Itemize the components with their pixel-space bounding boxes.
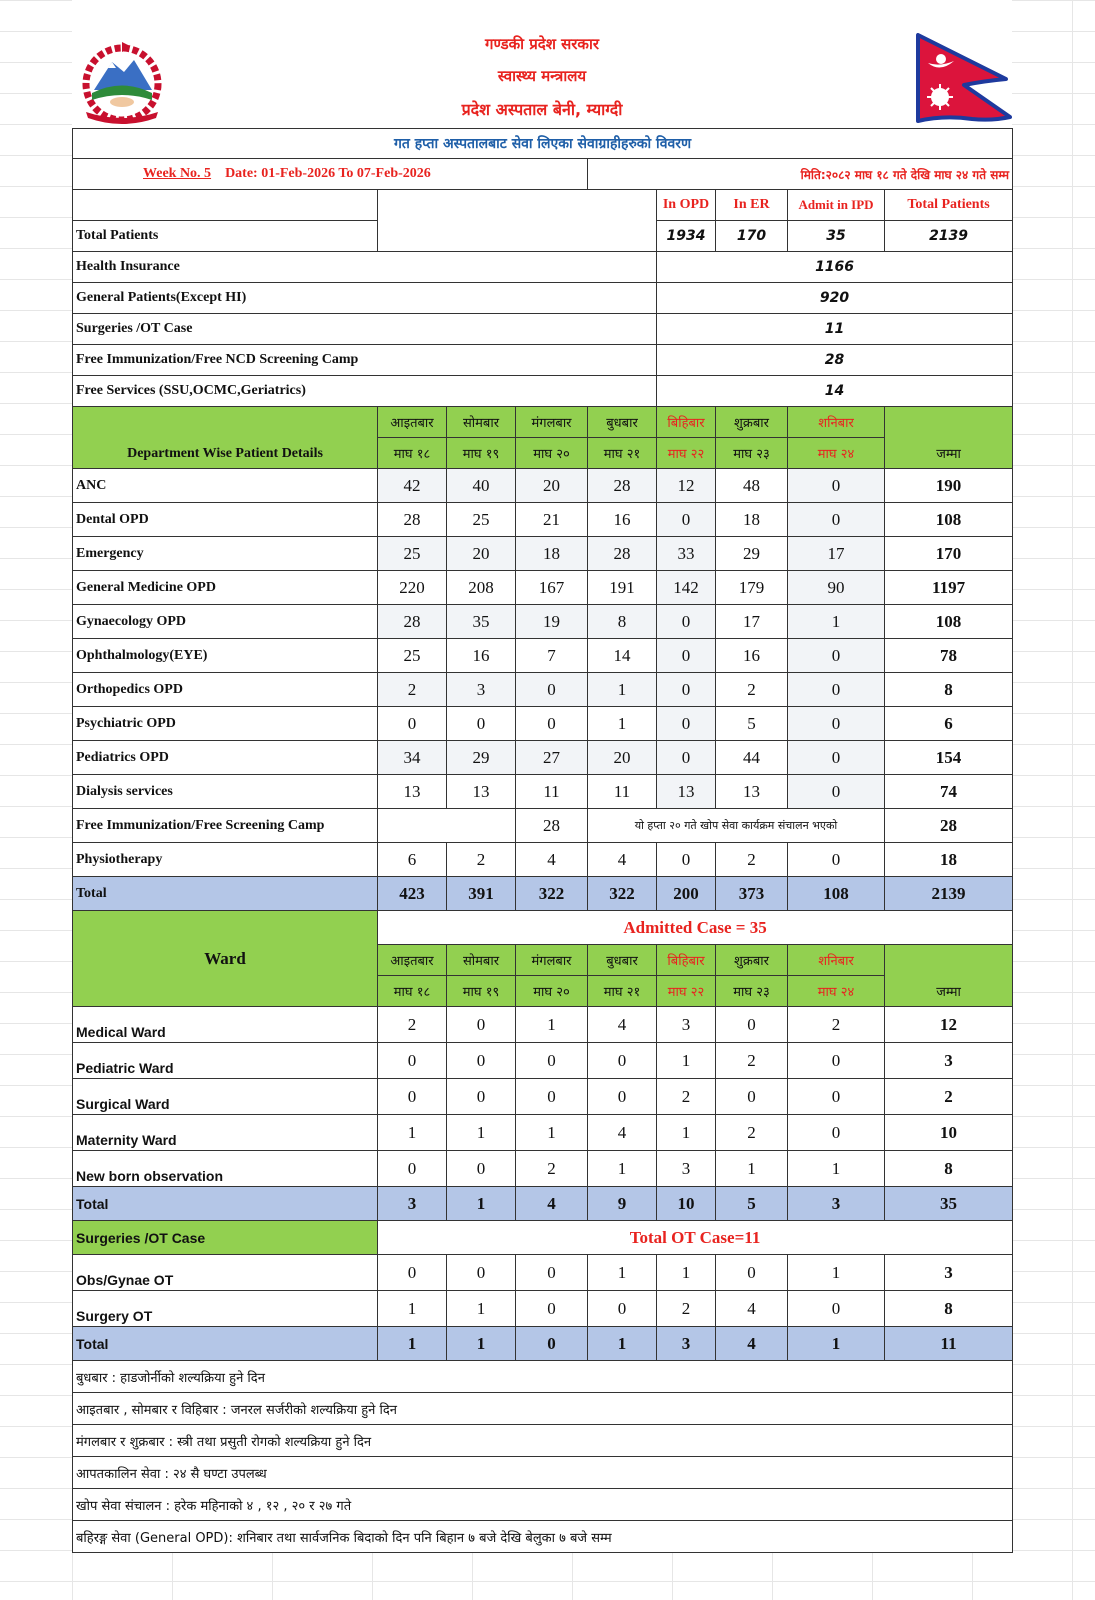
department-row-label: Pediatrics OPD xyxy=(73,741,378,775)
date-header: माघ २० xyxy=(516,438,588,469)
department-row-total: 170 xyxy=(885,537,1013,571)
report-header xyxy=(72,0,1012,128)
department-row xyxy=(73,537,1013,571)
date-header: माघ १९ xyxy=(447,976,516,1007)
department-cell: 28 xyxy=(588,469,657,503)
department-cell: 11 xyxy=(588,775,657,809)
summary-row-value: 28 xyxy=(657,345,1013,376)
note-row xyxy=(73,1425,1013,1457)
department-row-label: Total xyxy=(73,877,378,911)
department-row-label: Gynaecology OPD xyxy=(73,605,378,639)
ward-cell: 0 xyxy=(378,1151,447,1187)
department-cell: 25 xyxy=(447,503,516,537)
summary-row-label: Free Services (SSU,OCMC,Geriatrics) xyxy=(73,376,657,407)
date-range: Date: 01-Feb-2026 To 07-Feb-2026 xyxy=(225,166,431,181)
department-cell: 25 xyxy=(378,537,447,571)
physiotherapy-cell: 6 xyxy=(378,843,447,877)
physiotherapy-cell: 4 xyxy=(588,843,657,877)
department-cell: 12 xyxy=(657,469,716,503)
ot-title: Surgeries /OT Case xyxy=(73,1221,378,1255)
ward-cell: 1 xyxy=(788,1151,885,1187)
summary-header-spacer xyxy=(378,190,516,221)
department-cell: 5 xyxy=(716,707,788,741)
ward-cell: 2 xyxy=(378,1007,447,1043)
department-row-label: ANC xyxy=(73,469,378,503)
note-text: आपतकालिन सेवा : २४ सै घण्टा उपलब्ध xyxy=(73,1457,1013,1489)
physiotherapy-row-label: Physiotherapy xyxy=(73,843,378,877)
ward-cell: 1 xyxy=(447,1187,516,1221)
date-header-holiday: माघ २४ xyxy=(788,438,885,469)
ward-cell: 9 xyxy=(588,1187,657,1221)
ward-cell: 0 xyxy=(516,1043,588,1079)
department-cell: 17 xyxy=(716,605,788,639)
department-cell: 29 xyxy=(716,537,788,571)
hospital-title: प्रदेश अस्पताल बेनी, म्याग्दी xyxy=(461,100,623,119)
department-cell: 0 xyxy=(657,707,716,741)
department-row-label: Ophthalmology(EYE) xyxy=(73,639,378,673)
department-cell: 191 xyxy=(588,571,657,605)
ward-cell: 0 xyxy=(788,1043,885,1079)
ward-row xyxy=(73,1007,1013,1043)
ward-cell: 1 xyxy=(447,1115,516,1151)
ot-cell: 0 xyxy=(447,1255,516,1291)
ward-cell: 1 xyxy=(588,1151,657,1187)
ward-row-label: Maternity Ward xyxy=(73,1115,378,1151)
day-header: सोमबार xyxy=(447,945,516,976)
camp-total: 28 xyxy=(885,809,1013,843)
ward-cell: 2 xyxy=(516,1151,588,1187)
department-cell: 0 xyxy=(788,673,885,707)
camp-label: Free Immunization/Free Screening Camp xyxy=(73,809,378,843)
department-cell: 391 xyxy=(447,877,516,911)
department-cell: 48 xyxy=(716,469,788,503)
ot-cell: 1 xyxy=(447,1291,516,1327)
nepal-flag-icon xyxy=(914,33,1014,123)
ward-row-label: Pediatric Ward xyxy=(73,1043,378,1079)
note-text: खोप सेवा संचालन : हरेक महिनाको ४ , १२ , २० र २७ गते xyxy=(73,1489,1013,1521)
ministry-title: स्वास्थ्य मन्त्रालय xyxy=(497,67,587,85)
department-cell: 200 xyxy=(657,877,716,911)
department-cell: 3 xyxy=(447,673,516,707)
ward-cell: 4 xyxy=(516,1187,588,1221)
department-cell: 17 xyxy=(788,537,885,571)
department-row-total: 78 xyxy=(885,639,1013,673)
department-row xyxy=(73,503,1013,537)
department-row xyxy=(73,571,1013,605)
ward-cell: 3 xyxy=(657,1007,716,1043)
note-row xyxy=(73,1361,1013,1393)
ot-cell: 0 xyxy=(516,1291,588,1327)
summary-row-label: Free Immunization/Free NCD Screening Camp xyxy=(73,345,657,376)
department-row-total: 154 xyxy=(885,741,1013,775)
ward-cell: 0 xyxy=(447,1043,516,1079)
ward-cell: 1 xyxy=(657,1115,716,1151)
physiotherapy-cell: 2 xyxy=(447,843,516,877)
day-header: बुधबार xyxy=(588,407,657,438)
department-cell: 208 xyxy=(447,571,516,605)
note-row xyxy=(73,1393,1013,1425)
department-cell: 322 xyxy=(588,877,657,911)
day-header: शुक्रबार xyxy=(716,407,788,438)
ward-row-total: 8 xyxy=(885,1151,1013,1187)
department-cell: 142 xyxy=(657,571,716,605)
ot-cell: 1 xyxy=(378,1291,447,1327)
ward-cell: 3 xyxy=(657,1151,716,1187)
day-header: मंगलबार xyxy=(516,945,588,976)
day-header: शुक्रबार xyxy=(716,945,788,976)
department-cell: 20 xyxy=(516,469,588,503)
physiotherapy-cell: 0 xyxy=(788,843,885,877)
date-header: माघ २३ xyxy=(716,976,788,1007)
department-cell: 0 xyxy=(788,639,885,673)
note-text: आइतबार , सोमबार र विहिबार : जनरल सर्जरीको शल्यक्रिया हुने दिन xyxy=(73,1393,1013,1425)
department-cell: 0 xyxy=(788,503,885,537)
physiotherapy-cell: 2 xyxy=(716,843,788,877)
department-cell: 21 xyxy=(516,503,588,537)
department-cell: 28 xyxy=(378,605,447,639)
department-cell: 13 xyxy=(716,775,788,809)
department-row xyxy=(73,775,1013,809)
note-row xyxy=(73,1489,1013,1521)
date-header: माघ १९ xyxy=(447,438,516,469)
date-header: माघ २३ xyxy=(716,438,788,469)
day-header-holiday: शनिबार xyxy=(788,945,885,976)
ot-cell: 1 xyxy=(447,1327,516,1361)
day-header: मंगलबार xyxy=(516,407,588,438)
department-cell: 0 xyxy=(657,639,716,673)
day-header: बुधबार xyxy=(588,945,657,976)
summary-header-blank xyxy=(73,190,378,221)
ward-cell: 1 xyxy=(657,1043,716,1079)
department-cell: 423 xyxy=(378,877,447,911)
ward-cell: 0 xyxy=(447,1007,516,1043)
day-header-holiday: बिहिबार xyxy=(657,407,716,438)
ward-cell: 2 xyxy=(788,1007,885,1043)
ot-total-label: Total OT Case=11 xyxy=(378,1221,1013,1255)
department-cell: 322 xyxy=(516,877,588,911)
department-row xyxy=(73,469,1013,503)
ot-cell: 2 xyxy=(657,1291,716,1327)
department-cell: 1 xyxy=(788,605,885,639)
ward-row xyxy=(73,1079,1013,1115)
ot-cell: 0 xyxy=(716,1255,788,1291)
department-cell: 33 xyxy=(657,537,716,571)
department-cell: 20 xyxy=(588,741,657,775)
ward-cell: 3 xyxy=(378,1187,447,1221)
department-cell: 28 xyxy=(378,503,447,537)
ward-cell: 0 xyxy=(378,1079,447,1115)
ot-row-total: 3 xyxy=(885,1255,1013,1291)
ot-cell: 1 xyxy=(588,1255,657,1291)
summary-row-label: General Patients(Except HI) xyxy=(73,283,657,314)
date-header: माघ २० xyxy=(516,976,588,1007)
department-cell: 14 xyxy=(588,639,657,673)
department-cell: 40 xyxy=(447,469,516,503)
department-cell: 0 xyxy=(516,673,588,707)
department-cell: 25 xyxy=(378,639,447,673)
day-header: सोमबार xyxy=(447,407,516,438)
department-cell: 29 xyxy=(447,741,516,775)
department-cell: 18 xyxy=(516,537,588,571)
department-cell: 13 xyxy=(378,775,447,809)
ward-row xyxy=(73,1115,1013,1151)
department-cell: 16 xyxy=(716,639,788,673)
department-cell: 0 xyxy=(378,707,447,741)
summary-row-value: 14 xyxy=(657,376,1013,407)
total-patients-label: Total Patients xyxy=(73,221,378,252)
department-cell: 2 xyxy=(378,673,447,707)
ot-cell: 1 xyxy=(657,1255,716,1291)
total-opd-value: 1934 xyxy=(657,221,716,252)
department-cell: 35 xyxy=(447,605,516,639)
ward-cell: 0 xyxy=(788,1115,885,1151)
department-row-total: 2139 xyxy=(885,877,1013,911)
ward-title: Ward xyxy=(73,911,378,1007)
ward-cell: 0 xyxy=(716,1079,788,1115)
department-cell: 0 xyxy=(657,605,716,639)
department-row-label: General Medicine OPD xyxy=(73,571,378,605)
summary-row-value: 11 xyxy=(657,314,1013,345)
ward-row xyxy=(73,1151,1013,1187)
ward-cell: 5 xyxy=(716,1187,788,1221)
ot-cell: 1 xyxy=(788,1327,885,1361)
ward-cell: 0 xyxy=(788,1079,885,1115)
department-cell: 220 xyxy=(378,571,447,605)
ward-row-total: 12 xyxy=(885,1007,1013,1043)
department-total-row xyxy=(73,877,1013,911)
ward-row-label: Total xyxy=(73,1187,378,1221)
ot-row-label: Total xyxy=(73,1327,378,1361)
nepali-date: मिति:२०८२ माघ १८ गते देखि माघ २४ गते सम्म xyxy=(588,159,1013,190)
col-in-opd: In OPD xyxy=(657,190,716,221)
department-cell: 19 xyxy=(516,605,588,639)
department-cell: 42 xyxy=(378,469,447,503)
department-row xyxy=(73,741,1013,775)
department-cell: 1 xyxy=(588,673,657,707)
day-header-holiday: शनिबार xyxy=(788,407,885,438)
department-row-total: 6 xyxy=(885,707,1013,741)
summary-row-value: 1166 xyxy=(657,252,1013,283)
ward-cell: 0 xyxy=(378,1043,447,1079)
department-row xyxy=(73,707,1013,741)
ward-row xyxy=(73,1043,1013,1079)
ward-row-total: 10 xyxy=(885,1115,1013,1151)
department-row-label: Psychiatric OPD xyxy=(73,707,378,741)
department-row-total: 190 xyxy=(885,469,1013,503)
gov-title: गण्डकी प्रदेश सरकार xyxy=(485,35,599,53)
department-cell: 20 xyxy=(447,537,516,571)
ot-cell: 0 xyxy=(588,1291,657,1327)
ot-row xyxy=(73,1255,1013,1291)
department-cell: 8 xyxy=(588,605,657,639)
physiotherapy-row xyxy=(73,843,1013,877)
department-cell: 13 xyxy=(447,775,516,809)
department-cell: 108 xyxy=(788,877,885,911)
ot-cell: 0 xyxy=(788,1291,885,1327)
ot-cell: 0 xyxy=(378,1255,447,1291)
ot-cell: 0 xyxy=(516,1327,588,1361)
report-sheet xyxy=(72,0,1012,1553)
department-row xyxy=(73,639,1013,673)
date-header-holiday: माघ २४ xyxy=(788,976,885,1007)
date-header-holiday: माघ २२ xyxy=(657,438,716,469)
ot-row-total: 11 xyxy=(885,1327,1013,1361)
ward-cell: 2 xyxy=(657,1079,716,1115)
col-total-patients: Total Patients xyxy=(885,190,1013,221)
ot-cell: 1 xyxy=(588,1327,657,1361)
camp-empty xyxy=(378,809,516,843)
department-cell: 0 xyxy=(657,673,716,707)
ward-cell: 2 xyxy=(716,1043,788,1079)
department-row-total: 108 xyxy=(885,605,1013,639)
note-text: मंगलबार र शुक्रबार : स्त्री तथा प्रसुती रोगको शल्यक्रिया हुने दिन xyxy=(73,1425,1013,1457)
ward-cell: 0 xyxy=(516,1079,588,1115)
department-cell: 0 xyxy=(657,503,716,537)
col-admit-ipd: Admit in IPD xyxy=(788,190,885,221)
ward-cell: 10 xyxy=(657,1187,716,1221)
department-cell: 373 xyxy=(716,877,788,911)
ot-row-total: 8 xyxy=(885,1291,1013,1327)
date-header: माघ २१ xyxy=(588,438,657,469)
summary-spacer xyxy=(378,221,657,252)
department-title: Department Wise Patient Details xyxy=(73,407,378,469)
ward-cell: 4 xyxy=(588,1115,657,1151)
ward-row-total: 3 xyxy=(885,1043,1013,1079)
ward-row-total: 2 xyxy=(885,1079,1013,1115)
department-cell: 0 xyxy=(657,741,716,775)
ward-cell: 0 xyxy=(588,1079,657,1115)
ward-cell: 2 xyxy=(716,1115,788,1151)
admitted-case-label: Admitted Case = 35 xyxy=(378,911,1013,945)
department-cell: 7 xyxy=(516,639,588,673)
ot-cell: 1 xyxy=(378,1327,447,1361)
week-info xyxy=(73,159,588,190)
department-cell: 90 xyxy=(788,571,885,605)
note-row xyxy=(73,1457,1013,1489)
ward-cell: 0 xyxy=(447,1151,516,1187)
department-cell: 16 xyxy=(447,639,516,673)
department-cell: 167 xyxy=(516,571,588,605)
ward-cell: 1 xyxy=(716,1151,788,1187)
ward-row-total: 35 xyxy=(885,1187,1013,1221)
department-cell: 34 xyxy=(378,741,447,775)
ward-cell: 1 xyxy=(516,1007,588,1043)
department-cell: 0 xyxy=(788,707,885,741)
department-cell: 28 xyxy=(588,537,657,571)
ward-cell: 1 xyxy=(378,1115,447,1151)
ot-cell: 4 xyxy=(716,1291,788,1327)
total-col-header: जम्मा xyxy=(885,945,1013,1007)
ward-total-row xyxy=(73,1187,1013,1221)
summary-row-label: Health Insurance xyxy=(73,252,657,283)
camp-value: 28 xyxy=(516,809,588,843)
physiotherapy-row-total: 18 xyxy=(885,843,1013,877)
ot-cell: 0 xyxy=(516,1255,588,1291)
ot-cell: 1 xyxy=(788,1255,885,1291)
physiotherapy-cell: 4 xyxy=(516,843,588,877)
ot-row-label: Surgery OT xyxy=(73,1291,378,1327)
summary-header-spacer xyxy=(516,190,657,221)
department-cell: 0 xyxy=(788,775,885,809)
date-header: माघ १८ xyxy=(378,438,447,469)
note-text: बहिरङ्ग सेवा (General OPD): शनिबार तथा सार्वजनिक बिदाको दिन पनि बिहान ७ बजे देखि बेलुका ७ बजे सम्म xyxy=(73,1521,1013,1553)
ward-row-label: Medical Ward xyxy=(73,1007,378,1043)
date-header-holiday: माघ २२ xyxy=(657,976,716,1007)
ward-cell: 4 xyxy=(588,1007,657,1043)
department-row-label: Dental OPD xyxy=(73,503,378,537)
report-table xyxy=(72,128,1013,1553)
ward-cell: 0 xyxy=(447,1079,516,1115)
department-cell: 13 xyxy=(657,775,716,809)
week-number: Week No. 5 xyxy=(143,166,212,181)
department-cell: 16 xyxy=(588,503,657,537)
ward-row-label: Surgical Ward xyxy=(73,1079,378,1115)
department-row-total: 108 xyxy=(885,503,1013,537)
date-header: माघ २१ xyxy=(588,976,657,1007)
note-text: बुधबार : हाडजोर्नीको शल्यक्रिया हुने दिन xyxy=(73,1361,1013,1393)
total-patients-value: 2139 xyxy=(885,221,1013,252)
department-row-label: Dialysis services xyxy=(73,775,378,809)
camp-note: यो हप्ता २० गते खोप सेवा कार्यक्रम संचालन भएको xyxy=(588,809,885,843)
day-header-holiday: बिहिबार xyxy=(657,945,716,976)
ward-cell: 0 xyxy=(588,1043,657,1079)
department-cell: 2 xyxy=(716,673,788,707)
department-cell: 0 xyxy=(788,469,885,503)
department-cell: 179 xyxy=(716,571,788,605)
date-header: माघ १८ xyxy=(378,976,447,1007)
ot-row-label: Obs/Gynae OT xyxy=(73,1255,378,1291)
col-in-er: In ER xyxy=(716,190,788,221)
department-row-label: Orthopedics OPD xyxy=(73,673,378,707)
ot-cell: 3 xyxy=(657,1327,716,1361)
ward-cell: 1 xyxy=(516,1115,588,1151)
ward-cell: 0 xyxy=(716,1007,788,1043)
note-row xyxy=(73,1521,1013,1553)
report-subtitle: गत हप्ता अस्पतालबाट सेवा लिएका सेवाग्राहीहरुको विवरण xyxy=(73,129,1013,159)
department-cell: 18 xyxy=(716,503,788,537)
total-col-header: जम्मा xyxy=(885,407,1013,469)
ot-row xyxy=(73,1291,1013,1327)
physiotherapy-cell: 0 xyxy=(657,843,716,877)
department-row-total: 74 xyxy=(885,775,1013,809)
ot-total-row xyxy=(73,1327,1013,1361)
department-cell: 0 xyxy=(516,707,588,741)
department-row-label: Emergency xyxy=(73,537,378,571)
day-header: आइतबार xyxy=(378,407,447,438)
department-cell: 0 xyxy=(447,707,516,741)
department-cell: 11 xyxy=(516,775,588,809)
department-row xyxy=(73,605,1013,639)
summary-row-value: 920 xyxy=(657,283,1013,314)
department-cell: 44 xyxy=(716,741,788,775)
ward-row-label: New born observation xyxy=(73,1151,378,1187)
department-row-total: 8 xyxy=(885,673,1013,707)
department-cell: 27 xyxy=(516,741,588,775)
department-cell: 0 xyxy=(788,741,885,775)
department-cell: 1 xyxy=(588,707,657,741)
total-er-value: 170 xyxy=(716,221,788,252)
ot-cell: 4 xyxy=(716,1327,788,1361)
total-ipd-value: 35 xyxy=(788,221,885,252)
summary-row-label: Surgeries /OT Case xyxy=(73,314,657,345)
department-row xyxy=(73,673,1013,707)
day-header: आइतबार xyxy=(378,945,447,976)
ward-cell: 3 xyxy=(788,1187,885,1221)
department-row-total: 1197 xyxy=(885,571,1013,605)
